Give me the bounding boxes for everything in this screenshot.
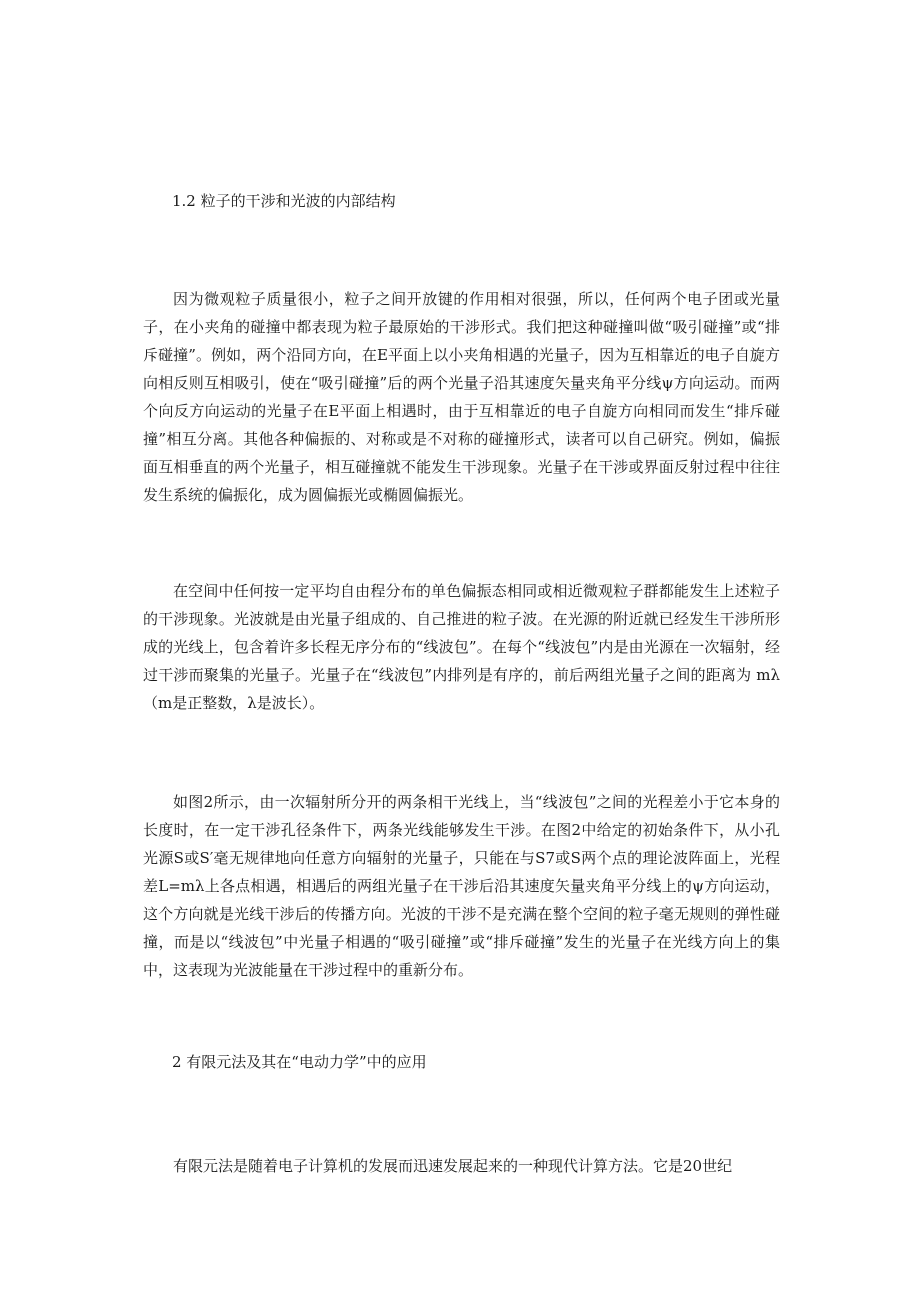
section-heading-2: 2 有限元法及其在“电动力学”中的应用: [172, 1053, 427, 1071]
paragraph-particle-interference: 因为微观粒子质量很小，粒子之间开放键的作用相对很强，所以，任何两个电子团或光量子，在小夹角的碰撞中都表现为粒子最原始的干涉形式。我们把这种碰撞叫做“吸引碰撞”或“排斥碰撞”。例如，两个沿同方向，在E平面上以小夹角相遇的光量子，因为互相靠近的电子自旋方向相反则互相吸引，使在“吸引碰撞”后的两个光量子沿其速度矢量夹角平分线ψ方向运动。而两个向反方向运动的光量子在E平面上相遇时，由于互相靠近的电子自旋方向相同而发生“排斥碰撞”相互分离。其他各种偏振的、对称或是不对称的碰撞形式，读者可以自己研究。例如，偏振面互相垂直的两个光量子，相互碰撞就不能发生干涉现象。光量子在干涉或界面反射过程中往往发生系统的偏振化，成为圆偏振光或椭圆偏振光。: [143, 290, 780, 504]
section-heading-1-2: 1.2 粒子的干涉和光波的内部结构: [172, 192, 396, 210]
paragraph-finite-element-method: 有限元法是随着电子计算机的发展而迅速发展起来的一种现代计算方法。它是20世纪: [173, 1157, 733, 1175]
paragraph-light-wave-structure: 在空间中任何按一定平均自由程分布的单色偏振态相同或相近微观粒子群都能发生上述粒子的干涉现象。光波就是由光量子组成的、自己推进的粒子波。在光源的附近就已经发生干涉所形成的光线上，包含着许多长程无序分布的“线波包”。在每个“线波包”内是由光源在一次辐射，经过干涉而聚集的光量子。光量子在“线波包”内排列是有序的，前后两组光量子之间的距离为 mλ（m是正整数，λ是波长）。: [143, 582, 780, 712]
paragraph-figure-2-explanation: 如图2所示，由一次辐射所分开的两条相干光线上，当“线波包”之间的光程差小于它本身的长度时，在一定干涉孔径条件下，两条光线能够发生干涉。在图2中给定的初始条件下，从小孔光源S或S′毫无规律地向任意方向辐射的光量子，只能在与S7或S两个点的理论波阵面上，光程差L=mλ上各点相遇，相遇后的两组光量子在干涉后沿其速度矢量夹角平分线上的ψ方向运动，这个方向就是光线干涉后的传播方向。光波的干涉不是充满在整个空间的粒子毫无规则的弹性碰撞，而是以“线波包”中光量子相遇的“吸引碰撞”或“排斥碰撞”发生的光量子在光线方向上的集中，这表现为光波能量在干涉过程中的重新分布。: [143, 793, 780, 979]
